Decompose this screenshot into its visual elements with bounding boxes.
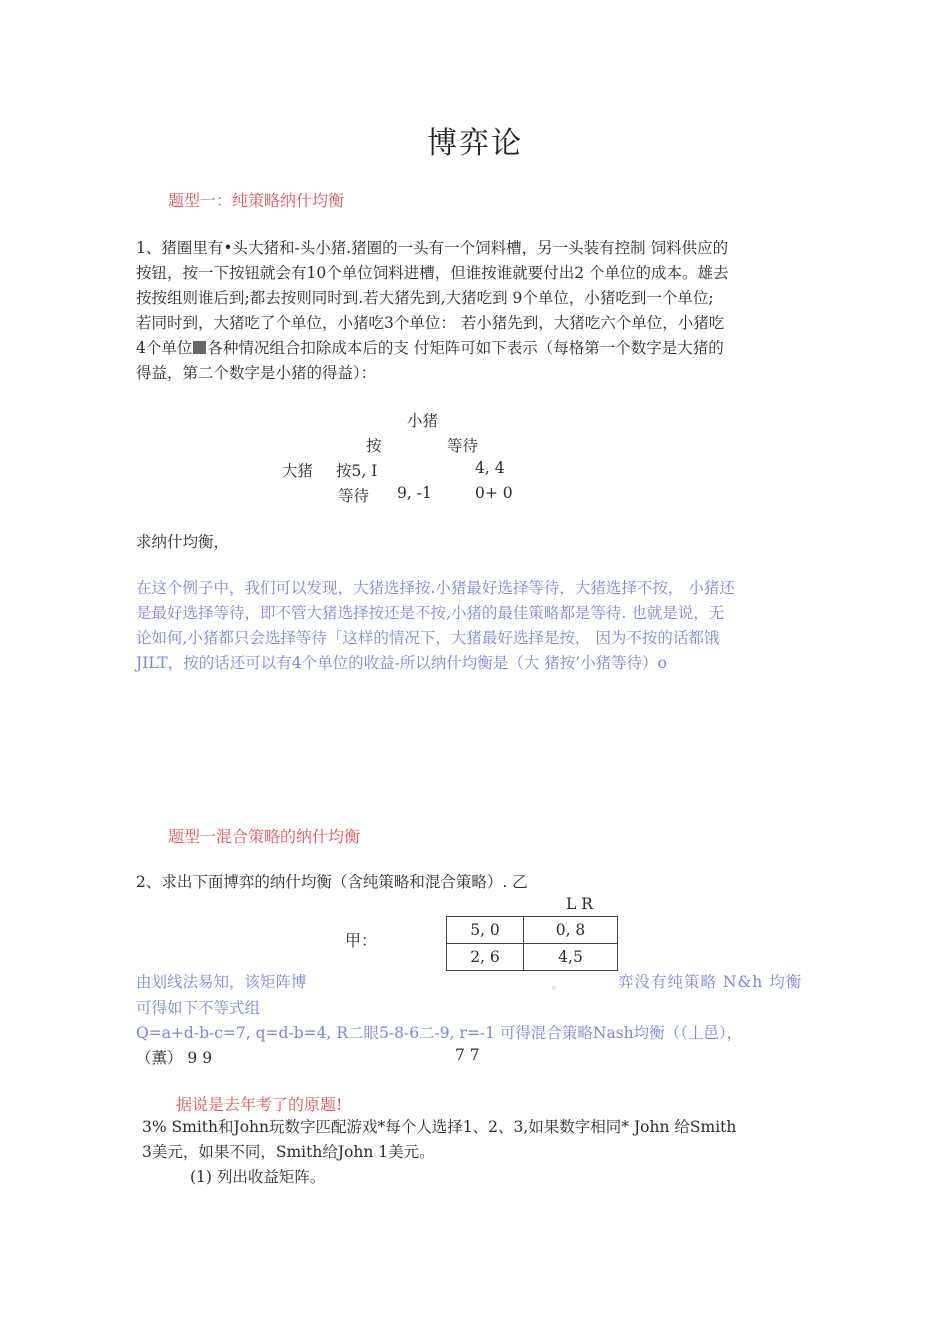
section2-answer-c: 可得如下不等式组 [136,999,261,1017]
section3-note: 据说是去年考了的原题! [176,1095,343,1114]
matrix-col-press: 按 [366,437,382,455]
problem-line: 1、猪圈里有•头大猪和-头小猪.猪圈的一头有一个饲料槽，另一头装有控制 饲料供应的 [136,239,729,257]
section2-dot: 。 [552,978,563,991]
problem-line-end: 各种情况组合扣除成本后的支 付矩阵可如下表示（每格第一个数字是大猪的 [207,339,724,357]
matrix-row-player-jia: 甲： [345,931,378,950]
black-square-icon [193,341,206,354]
section1-heading: 题型一：纯策略纳什均衡 [168,191,345,210]
matrix-row2-value2: 0+ 0 [475,484,513,502]
payoff-matrix [446,916,618,971]
matrix-cell: 5, 0 [447,917,524,944]
section2-answer-a: 由划线法易知，该矩阵博 [136,973,307,991]
matrix-row-player: 大猪 [282,462,314,480]
section2-heading: 题型一混合策略的纳什均衡 [168,827,361,846]
matrix-row2-value1: 9, -1 [397,484,432,502]
section2-problem: 2、求出下面博弈的纳什均衡（含纯策略和混合策略）. 乙 [136,873,528,891]
section3-sub1: (1) 列出收益矩阵。 [190,1168,326,1186]
problem-line: 按钮，按一下按钮就会有10个单位饲料进槽，但谁按谁就要付出2 个单位的成本。雄去 [136,264,729,282]
page-title: 博弈论 [427,126,523,161]
section2-answer-f: 7 7 [455,1046,480,1064]
section1-answer [136,576,826,676]
answer-line: 论如何,小猪都只会选择等待「这样的情况下，大猪最好选择是按， 因为不按的话都饿 [136,629,720,647]
matrix-col-wait: 等待 [447,437,479,455]
answer-line: 是最好选择等待，即不管大猪选择按还是不按,小猪的最佳策略都是等待. 也就是说，无 [136,604,725,622]
section2-answer-d: Q=a+d-b-c=7, q=d-b=4, R二眼5-8-6二-9, r=-1 可得混合策略Nash均衡（（丄邑）， [136,1024,743,1042]
table-row [447,917,618,944]
section2-answer-b: 弈没有纯策略 N&h 均衡 [618,973,803,991]
answer-line: JILT，按的话还可以有4个单位的收益-所以纳什均衡是（大 猪按’小猪等待）o [136,654,667,672]
section1-problem [136,236,826,396]
section3-problem-line1: 3% Smith和John玩数字匹配游戏*每个人选择1、2、3,如果数字相同* John 给Smith [142,1118,737,1136]
matrix-col-labels: L R [566,895,593,913]
matrix-col-player: 小猪 [407,412,439,430]
matrix-cell: 4,5 [524,944,618,971]
answer-line: 在这个例子中，我们可以发现，大猪选择按.小猪最好选择等待，大猪选择不按， 小猪还 [136,579,735,597]
table-row [447,944,618,971]
matrix-row2-label: 等待 [338,487,370,505]
question: 求纳什均衡， [136,533,230,551]
problem-line: 得益，第二个数字是小猪的得益）： [136,364,377,382]
matrix-cell: 0, 8 [524,917,618,944]
problem-line-start: 4个单位 [136,339,193,357]
matrix-cell: 2, 6 [447,944,524,971]
matrix-row1-value: 4, 4 [475,459,505,477]
problem-line: 按按组则谁后到;都去按则同时到.若大猪先到,大猪吃到 9个单位，小猪吃到一个单位; [136,289,714,307]
section2-answer-e: （薫） 9 9 [136,1049,213,1067]
problem-line: 若同时到，大猪吃了个单位，小猪吃3个单位： 若小猪先到，大猪吃六个单位，小猪吃 [136,314,725,332]
matrix-row1: 按5, I [336,462,378,480]
section3-problem-line2: 3美元，如果不同，Smith给John 1美元。 [142,1143,435,1161]
problem-line [136,336,724,361]
